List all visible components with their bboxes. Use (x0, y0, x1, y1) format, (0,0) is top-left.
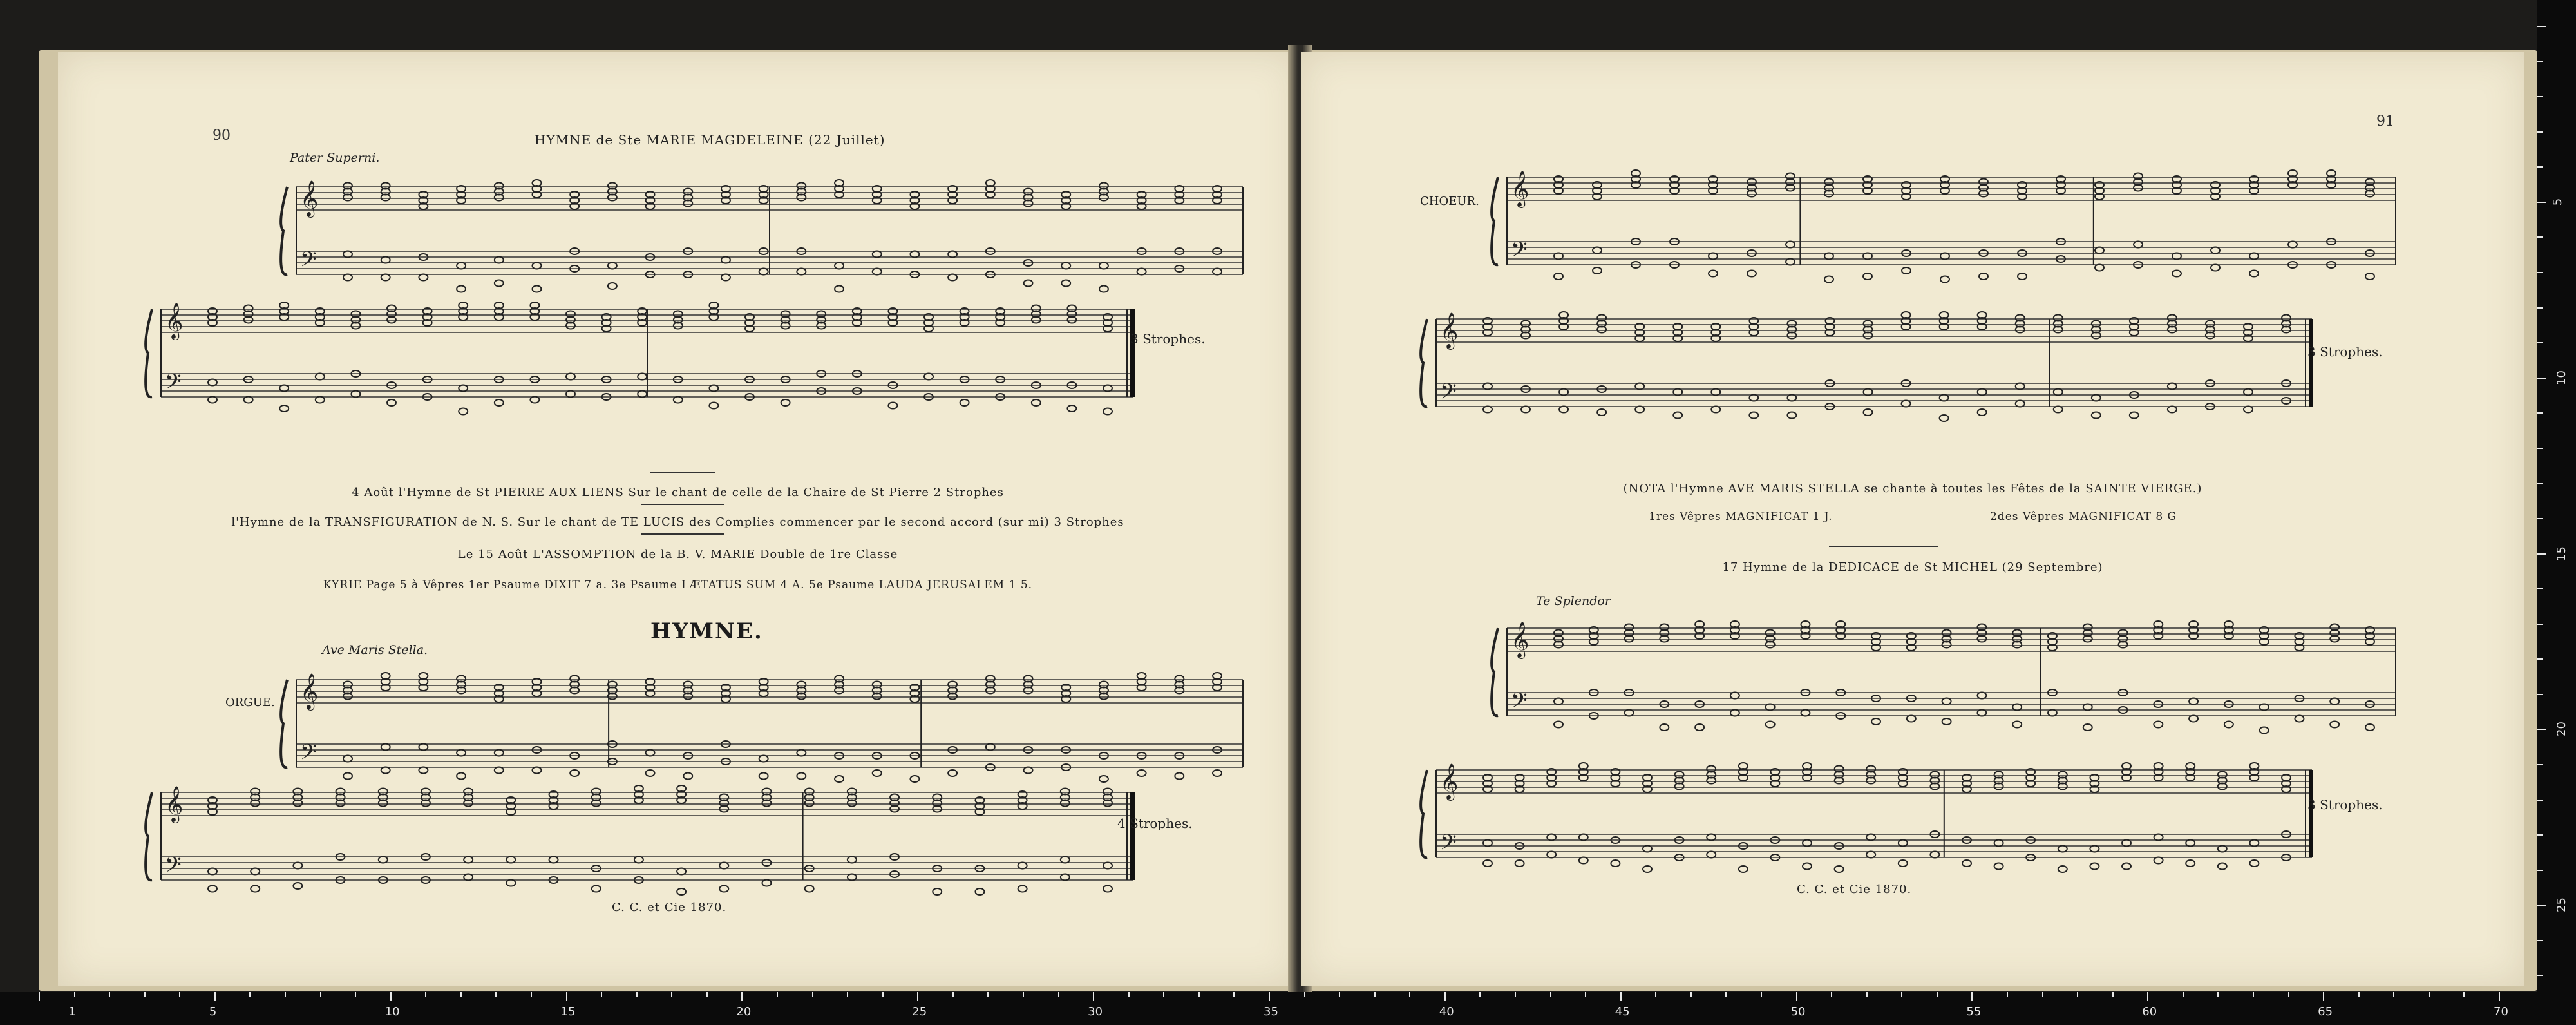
ruler-label: 30 (1088, 1005, 1103, 1019)
ruler-tick (2537, 940, 2543, 941)
music-system-8 (1410, 751, 2351, 924)
footer-left: C. C. et Cie 1870. (612, 901, 727, 914)
hymn-header-right: 17 Hymne de la DEDICACE de St MICHEL (29 Septembre) (1722, 560, 2103, 574)
ruler-tick (1269, 992, 1270, 1001)
ruler-tick (1971, 992, 1973, 1001)
svg-text:𝄢: 𝄢 (300, 740, 317, 770)
ruler-tick (1725, 992, 1727, 997)
nota-text: (NOTA l'Hymne AVE MARIS STELLA se chante à toutes les Fêtes de la SAINTE VIERGE.) (1623, 482, 2202, 495)
left-page (58, 52, 1298, 986)
ruler-tick (2537, 96, 2543, 97)
svg-text:𝄞: 𝄞 (1511, 622, 1530, 658)
orgue-label: ORGUE. (225, 696, 275, 709)
ruler-tick (1023, 992, 1024, 997)
ruler-tick (249, 992, 251, 997)
ruler-tick (39, 992, 40, 1001)
ruler-tick (2537, 975, 2543, 976)
ruler-label: 15 (560, 1005, 576, 1019)
horizontal-ruler (0, 992, 2576, 1025)
ruler-tick (355, 992, 356, 997)
ruler-tick (1233, 992, 1235, 997)
ruler-tick (2253, 992, 2254, 997)
ruler-tick (2537, 658, 2543, 660)
ruler-tick (917, 992, 918, 1001)
ruler-tick (952, 992, 954, 997)
ruler-tick (214, 992, 216, 1001)
ruler-tick (1937, 992, 1938, 997)
text-line-4: KYRIE Page 5 à Vêpres 1er Psaume DIXIT 7 a. 3e Psaume LÆTATUS SUM 4 A. 5e Psaume LAUDA JERUSALEM 1 5. (323, 579, 1033, 591)
ruler-label: 15 (2554, 546, 2568, 561)
ruler-tick (2537, 729, 2546, 730)
ruler-tick (1444, 992, 1446, 1001)
ruler-tick (2112, 992, 2114, 997)
ruler-tick (1901, 992, 1902, 997)
ruler-tick (1761, 992, 1762, 997)
ruler-label: 20 (2554, 722, 2568, 737)
ruler-tick (1515, 992, 1516, 997)
strophes-label-2: 4 Strophes. (1117, 816, 1193, 831)
ruler-label: 10 (384, 1005, 400, 1019)
hymne-title: HYMNE. (650, 618, 763, 644)
music-system-4 (135, 773, 1262, 947)
divider (641, 504, 724, 505)
ruler-tick (2537, 483, 2543, 484)
incipit-te-splendor: Te Splendor (1536, 594, 1611, 608)
ruler-tick (1585, 992, 1586, 997)
ruler-label: 20 (736, 1005, 752, 1019)
ruler-tick (1831, 992, 1832, 997)
svg-text:𝄞: 𝄞 (1440, 312, 1459, 349)
ruler-tick (601, 992, 602, 997)
ruler-label: 70 (2494, 1005, 2508, 1019)
ruler-tick (1304, 992, 1305, 997)
ruler-tick (1796, 992, 1797, 1001)
ruler-tick (460, 992, 462, 997)
ruler-tick (2537, 342, 2543, 343)
ruler-tick (1093, 992, 1094, 1001)
strophes-label-1: 3 Strophes. (1130, 331, 1206, 347)
ruler-tick (2042, 992, 2043, 997)
svg-text:𝄢: 𝄢 (300, 247, 317, 277)
text-line-1: 4 Août l'Hymne de St PIERRE AUX LIENS Sur le chant de celle de la Chaire de St Pierre 2 Strophes (352, 486, 1004, 499)
ruler-tick (987, 992, 989, 997)
ruler-tick (2537, 624, 2543, 625)
ruler-tick (1374, 992, 1376, 997)
ruler-tick (2537, 378, 2546, 379)
ruler-tick (2217, 992, 2219, 997)
ruler-tick (2537, 131, 2543, 133)
ruler-tick (2537, 800, 2543, 801)
ruler-tick (2537, 272, 2543, 273)
ruler-tick (671, 992, 672, 997)
vepres-1: 1res Vêpres MAGNIFICAT 1 J. (1649, 510, 1833, 523)
ruler-tick (2537, 236, 2543, 238)
divider (1829, 546, 1938, 547)
incipit-pater-superni: Pater Superni. (290, 151, 380, 165)
ruler-label: 5 (209, 1005, 217, 1019)
right-page (1301, 52, 2524, 986)
strophes-label-3: 3 Strophes. (2307, 344, 2383, 359)
divider (641, 533, 724, 535)
ruler-label: 35 (1264, 1005, 1278, 1019)
ruler-tick (2499, 992, 2500, 1001)
ruler-tick (179, 992, 180, 997)
ruler-tick (706, 992, 708, 997)
ruler-tick (1058, 992, 1059, 997)
ruler-label: 10 (2554, 370, 2568, 385)
ruler-tick (1655, 992, 1656, 997)
ruler-tick (636, 992, 638, 997)
ruler-label: 25 (912, 1005, 927, 1019)
ruler-tick (320, 992, 321, 997)
ruler-label: 55 (1966, 1005, 1982, 1019)
ruler-label: 45 (1615, 1005, 1630, 1019)
ruler-tick (812, 992, 813, 997)
ruler-tick (2429, 992, 2430, 997)
ruler-tick (2147, 992, 2148, 1001)
ruler-tick (1866, 992, 1868, 997)
ruler-tick (2537, 202, 2546, 203)
ruler-label: 65 (2318, 1005, 2333, 1019)
svg-text:𝄢: 𝄢 (1511, 238, 1528, 267)
ruler-label: 60 (2142, 1005, 2157, 1019)
ruler-tick (2393, 992, 2394, 997)
ruler-tick (1128, 992, 1130, 997)
ruler-tick (1550, 992, 1551, 997)
ruler-tick (1198, 992, 1200, 997)
svg-text:𝄞: 𝄞 (165, 786, 184, 822)
ruler-tick (1620, 992, 1622, 1001)
ruler-tick (109, 992, 110, 997)
svg-text:𝄢: 𝄢 (1440, 379, 1457, 409)
ruler-tick (2537, 588, 2543, 589)
svg-text:𝄢: 𝄢 (1511, 689, 1528, 718)
ruler-tick (2463, 992, 2465, 997)
vertical-ruler (2537, 0, 2576, 992)
ruler-tick (2288, 992, 2289, 997)
ruler-tick (2537, 905, 2546, 906)
ruler-tick (1409, 992, 1410, 997)
music-system-2 (135, 290, 1262, 464)
ruler-tick (566, 992, 567, 1001)
ruler-label: 50 (1790, 1005, 1806, 1019)
ruler-tick (2537, 448, 2543, 449)
ruler-label: 25 (2554, 897, 2568, 913)
divider (650, 472, 715, 473)
ruler-label: 40 (1439, 1005, 1454, 1019)
ruler-tick (285, 992, 286, 997)
choeur-label: CHOEUR. (1420, 195, 1479, 208)
ruler-tick (1163, 992, 1164, 997)
ruler-tick (1339, 992, 1340, 997)
music-system-6 (1410, 300, 2351, 474)
ruler-tick (2537, 553, 2546, 555)
ruler-tick (882, 992, 884, 997)
footer-right: C. C. et Cie 1870. (1797, 883, 1912, 896)
ruler-tick (1479, 992, 1481, 997)
ruler-tick (2537, 166, 2543, 168)
svg-text:𝄞: 𝄞 (165, 303, 184, 339)
ruler-label: 1 (68, 1005, 77, 1019)
ruler-tick (531, 992, 532, 997)
ruler-tick (2537, 518, 2543, 519)
hymn-header-left: HYMNE de Ste MARIE MAGDELEINE (22 Juillet) (535, 132, 886, 148)
ruler-tick (2537, 412, 2543, 414)
ruler-tick (2537, 764, 2543, 765)
ruler-tick (847, 992, 848, 997)
ruler-tick (2358, 992, 2360, 997)
ruler-tick (2183, 992, 2184, 997)
svg-text:𝄢: 𝄢 (165, 370, 182, 399)
svg-text:𝄞: 𝄞 (300, 673, 319, 709)
ruler-tick (2537, 870, 2543, 871)
vepres-2: 2des Vêpres MAGNIFICAT 8 G (1990, 510, 2177, 523)
ruler-tick (2537, 61, 2543, 62)
page-number-left: 90 (213, 128, 231, 144)
ruler-tick (2077, 992, 2078, 997)
ruler-tick (741, 992, 743, 1001)
ruler-tick (2007, 992, 2008, 997)
ruler-tick (144, 992, 146, 997)
ruler-tick (390, 992, 392, 1001)
svg-text:𝄞: 𝄞 (1511, 171, 1530, 207)
strophes-label-4: 3 Strophes. (2307, 797, 2383, 812)
ruler-tick (425, 992, 426, 997)
svg-text:𝄢: 𝄢 (165, 853, 182, 883)
text-line-3: Le 15 Août L'ASSOMPTION de la B. V. MARIE Double de 1re Classe (457, 548, 898, 561)
ruler-label: 5 (2551, 198, 2565, 206)
ruler-tick (2537, 307, 2543, 309)
ruler-tick (1690, 992, 1692, 997)
ruler-tick (74, 992, 75, 997)
svg-text:𝄞: 𝄞 (1440, 763, 1459, 800)
ruler-tick (495, 992, 497, 997)
ruler-tick (2537, 834, 2543, 836)
ruler-tick (2323, 992, 2324, 1001)
svg-text:𝄢: 𝄢 (1440, 830, 1457, 860)
incipit-ave-maris-stella: Ave Maris Stella. (322, 643, 428, 657)
svg-text:𝄞: 𝄞 (300, 180, 319, 216)
text-line-2: l'Hymne de la TRANSFIGURATION de N. S. Sur le chant de TE LUCIS des Complies commencer par le second accord (sur mi) 3 Strophes (231, 515, 1124, 529)
ruler-tick (777, 992, 778, 997)
ruler-tick (2537, 694, 2543, 695)
ruler-tick (2537, 26, 2546, 27)
page-number-right: 91 (2376, 113, 2394, 129)
